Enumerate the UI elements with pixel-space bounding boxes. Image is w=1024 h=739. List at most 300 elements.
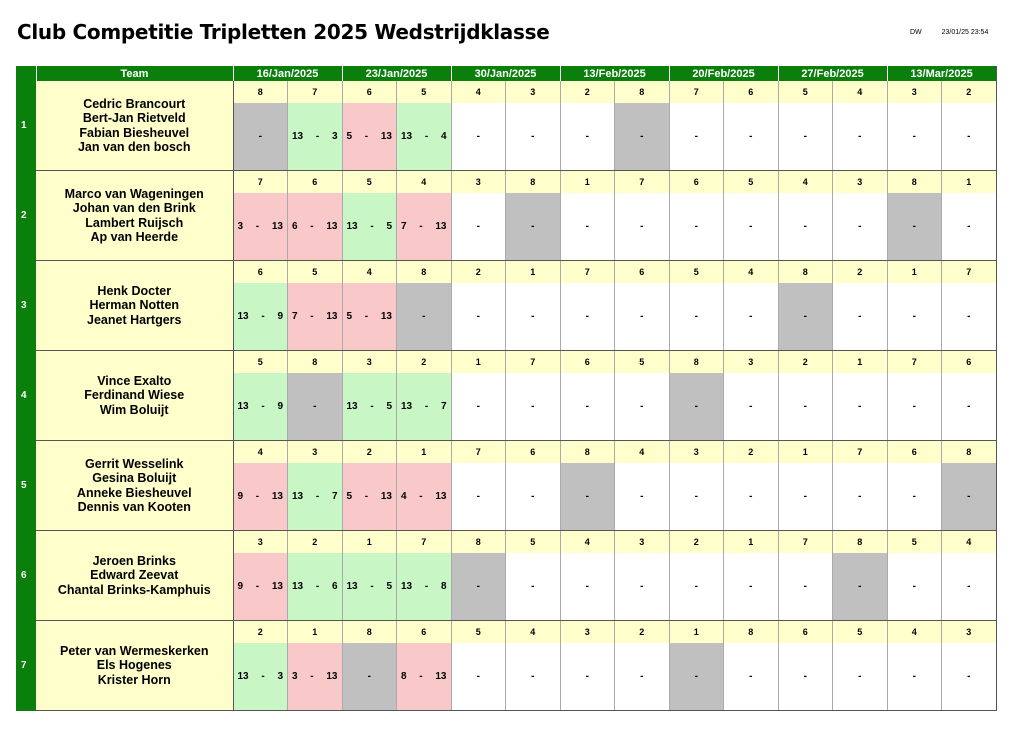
opponent-number: 1	[724, 531, 779, 554]
result-cell	[397, 193, 452, 261]
result-cell	[233, 643, 288, 711]
result-cell-empty: -	[724, 643, 779, 711]
opponent-number: 2	[778, 351, 833, 374]
result-cell	[342, 103, 397, 171]
result-cell	[233, 553, 288, 621]
result-cell-empty: -	[669, 463, 724, 531]
opponent-number: 7	[288, 81, 343, 103]
opponent-number: 4	[942, 531, 997, 554]
result-cell-empty: -	[669, 193, 724, 261]
score-own: 13	[292, 581, 304, 592]
result-cell-empty: -	[833, 643, 888, 711]
team-opponent-row	[16, 171, 996, 194]
score-separator: -	[310, 671, 314, 682]
opponent-number: 8	[560, 441, 615, 464]
score-own: 3	[292, 671, 298, 682]
team-number: 2	[16, 171, 36, 261]
opponent-number: 8	[397, 261, 452, 284]
result-cell	[233, 373, 288, 441]
result-cell-empty: -	[778, 103, 833, 171]
score-own: 5	[346, 491, 353, 502]
opponent-number: 8	[615, 81, 670, 103]
score-opponent: 7	[440, 401, 447, 412]
opponent-number: 8	[724, 621, 779, 644]
opponent-number: 3	[506, 81, 561, 103]
header-corner	[16, 66, 36, 81]
opponent-number: 5	[887, 531, 942, 554]
result-cell-empty: -	[942, 193, 997, 261]
result-cell	[233, 283, 288, 351]
team-players	[36, 261, 233, 351]
opponent-number: 8	[342, 621, 397, 644]
score	[343, 401, 397, 412]
opponent-number: 3	[451, 171, 506, 194]
score-opponent: 5	[386, 221, 392, 232]
score-opponent: 13	[326, 671, 338, 682]
score	[343, 131, 397, 142]
opponent-number: 4	[397, 171, 452, 194]
player-name: Johan van den Brink	[72, 201, 196, 215]
player-name: Dennis van Kooten	[77, 500, 191, 514]
score-opponent: 13	[271, 221, 283, 232]
opponent-number: 3	[887, 81, 942, 103]
team-opponent-row	[16, 621, 996, 644]
score-separator: -	[364, 131, 369, 142]
team-players	[36, 531, 233, 621]
opponent-number: 5	[451, 621, 506, 644]
score-own: 13	[237, 401, 249, 412]
result-cell	[397, 373, 452, 441]
opponent-number: 6	[669, 171, 724, 194]
result-cell-empty: -	[942, 643, 997, 711]
score-opponent: 3	[331, 131, 338, 142]
opponent-number: 8	[778, 261, 833, 284]
score-separator: -	[315, 131, 320, 142]
opponent-number: 7	[506, 351, 561, 374]
opponent-number: 3	[833, 171, 888, 194]
team-players	[36, 171, 233, 261]
result-cell-empty: -	[451, 103, 506, 171]
bye-cell: -	[288, 373, 343, 441]
opponent-number: 2	[615, 621, 670, 644]
opponent-number: 4	[506, 621, 561, 644]
player-name: Els Hogenes	[96, 658, 172, 673]
opponent-number: 2	[560, 81, 615, 103]
opponent-number: 1	[560, 171, 615, 194]
opponent-number: 4	[342, 261, 397, 284]
date-header: 20/Feb/2025	[669, 66, 778, 81]
opponent-number: 6	[615, 261, 670, 284]
score-own: 13	[346, 401, 358, 412]
score	[397, 401, 451, 412]
opponent-number: 2	[669, 531, 724, 554]
opponent-number: 4	[451, 81, 506, 103]
player-name: Gesina Boluijt	[92, 471, 177, 485]
score-own: 9	[237, 491, 244, 502]
print-meta	[910, 29, 1006, 36]
result-cell-empty: -	[778, 463, 833, 531]
team-opponent-row	[16, 441, 996, 464]
bye-cell: -	[833, 553, 888, 621]
score-separator: -	[424, 131, 429, 142]
result-cell-empty: -	[887, 283, 942, 351]
score-own: 9	[237, 581, 244, 592]
score-opponent: 9	[277, 401, 283, 412]
score-separator: -	[370, 221, 374, 232]
team-number: 5	[16, 441, 36, 531]
score-opponent: 4	[440, 131, 447, 142]
opponent-number: 5	[833, 621, 888, 644]
score	[288, 491, 342, 502]
opponent-number: 1	[778, 441, 833, 464]
bye-cell: -	[451, 553, 506, 621]
score	[234, 671, 288, 682]
result-cell	[397, 553, 452, 621]
score-own: 3	[237, 221, 244, 232]
result-cell-empty: -	[615, 373, 670, 441]
player-name: Jeroen Brinks	[92, 553, 176, 568]
score-own: 13	[346, 221, 358, 232]
result-cell-empty: -	[506, 643, 561, 711]
opponent-number: 5	[778, 81, 833, 103]
score-separator: -	[255, 491, 260, 502]
score-separator: -	[370, 581, 374, 592]
score-own: 13	[237, 671, 249, 682]
bye-cell: -	[342, 643, 397, 711]
score-own: 7	[401, 221, 407, 232]
result-cell-empty: -	[833, 373, 888, 441]
result-cell-empty: -	[724, 283, 779, 351]
opponent-number: 1	[506, 261, 561, 284]
player-name: Lambert Ruijsch	[85, 215, 184, 230]
opponent-number: 4	[560, 531, 615, 554]
score-opponent: 5	[386, 401, 392, 412]
score	[343, 311, 397, 322]
opponent-number: 2	[833, 261, 888, 284]
score-separator: -	[370, 401, 374, 412]
result-cell-empty: -	[615, 283, 670, 351]
player-name: Jan van den bosch	[77, 140, 191, 154]
result-cell	[288, 553, 343, 621]
team-rows	[16, 81, 996, 711]
score	[397, 221, 451, 232]
result-cell-empty: -	[560, 553, 615, 621]
opponent-number: 6	[342, 81, 397, 103]
score-opponent: 7	[331, 491, 338, 502]
date-header: 30/Jan/2025	[451, 66, 560, 81]
score-separator: -	[261, 671, 265, 682]
bye-cell: -	[233, 103, 288, 171]
team-number: 1	[16, 81, 36, 171]
team-number: 4	[16, 351, 36, 441]
opponent-number: 1	[451, 351, 506, 374]
opponent-number: 7	[451, 441, 506, 464]
opponent-number: 1	[397, 441, 452, 464]
opponent-number: 7	[887, 351, 942, 374]
opponent-number: 7	[942, 261, 997, 284]
page-title: Club Competitie Tripletten 2025 Wedstrijdklasse	[17, 20, 550, 44]
team-players	[36, 81, 233, 171]
score-own: 6	[292, 221, 298, 232]
score-separator: -	[315, 581, 320, 592]
result-cell	[397, 643, 452, 711]
opponent-number: 5	[615, 351, 670, 374]
opponent-number: 8	[288, 351, 343, 374]
score-separator: -	[315, 491, 320, 502]
result-cell-empty: -	[451, 193, 506, 261]
score-separator: -	[261, 311, 265, 322]
opponent-number: 5	[669, 261, 724, 284]
team-opponent-row	[16, 351, 996, 374]
score-opponent: 8	[440, 581, 447, 592]
bye-cell: -	[397, 283, 452, 351]
score	[343, 581, 397, 592]
result-cell-empty: -	[669, 283, 724, 351]
team-players	[36, 351, 233, 441]
print-timestamp: 23/01/25 23:54	[941, 29, 989, 36]
player-name: Vince Exalto	[97, 373, 172, 388]
player-name: Cedric Brancourt	[83, 96, 186, 111]
result-cell-empty: -	[833, 283, 888, 351]
score-own: 13	[401, 581, 413, 592]
score-separator: -	[364, 311, 369, 322]
opponent-number: 5	[342, 171, 397, 194]
date-header: 16/Jan/2025	[233, 66, 342, 81]
score	[288, 581, 342, 592]
score-own: 13	[401, 401, 413, 412]
result-cell	[342, 193, 397, 261]
bye-cell: -	[669, 373, 724, 441]
team-opponent-row	[16, 261, 996, 284]
team-number: 6	[16, 531, 36, 621]
result-cell-empty: -	[942, 553, 997, 621]
player-name: Fabian Biesheuvel	[79, 125, 190, 140]
score-opponent: 9	[277, 311, 283, 322]
opponent-number: 7	[778, 531, 833, 554]
score	[288, 311, 342, 322]
result-cell-empty: -	[669, 553, 724, 621]
date-header: 13/Feb/2025	[560, 66, 669, 81]
result-cell-empty: -	[560, 103, 615, 171]
result-cell-empty: -	[724, 553, 779, 621]
score	[397, 491, 451, 502]
result-cell-empty: -	[778, 643, 833, 711]
opponent-number: 7	[233, 171, 288, 194]
result-cell-empty: -	[724, 193, 779, 261]
opponent-number: 3	[669, 441, 724, 464]
result-cell-empty: -	[506, 373, 561, 441]
result-cell-empty: -	[615, 463, 670, 531]
opponent-number: 8	[887, 171, 942, 194]
opponent-number: 7	[669, 81, 724, 103]
opponent-number: 1	[342, 531, 397, 554]
opponent-number: 4	[724, 261, 779, 284]
opponent-number: 8	[451, 531, 506, 554]
player-name: Chantal Brinks-Kamphuis	[57, 582, 211, 597]
opponent-number: 6	[887, 441, 942, 464]
result-cell	[233, 193, 288, 261]
player-name: Bert-Jan Rietveld	[82, 111, 186, 125]
opponent-number: 2	[342, 441, 397, 464]
score-opponent: 6	[331, 581, 338, 592]
score	[234, 311, 288, 322]
bye-cell: -	[887, 193, 942, 261]
score-separator: -	[255, 581, 260, 592]
result-cell	[342, 463, 397, 531]
result-cell-empty: -	[506, 103, 561, 171]
result-cell-empty: -	[724, 373, 779, 441]
score	[288, 221, 342, 232]
opponent-number: 3	[288, 441, 343, 464]
opponent-number: 8	[833, 531, 888, 554]
bye-cell: -	[560, 463, 615, 531]
result-cell	[397, 103, 452, 171]
team-players	[36, 441, 233, 531]
bye-cell: -	[942, 463, 997, 531]
score	[234, 221, 288, 232]
score	[343, 491, 397, 502]
result-cell	[288, 643, 343, 711]
player-name: Anneke Biesheuvel	[76, 485, 192, 500]
opponent-number: 5	[506, 531, 561, 554]
bye-cell: -	[506, 193, 561, 261]
opponent-number: 2	[942, 81, 997, 103]
opponent-number: 7	[615, 171, 670, 194]
score-own: 13	[401, 131, 413, 142]
score-opponent: 13	[271, 581, 283, 592]
result-cell-empty: -	[778, 373, 833, 441]
bye-cell: -	[615, 103, 670, 171]
player-name: Jeanet Hartgers	[87, 312, 182, 327]
result-cell-empty: -	[451, 373, 506, 441]
opponent-number: 1	[288, 621, 343, 644]
score-own: 5	[346, 131, 353, 142]
result-cell	[288, 463, 343, 531]
result-cell-empty: -	[778, 193, 833, 261]
opponent-number: 4	[833, 81, 888, 103]
result-cell-empty: -	[451, 283, 506, 351]
result-cell-empty: -	[724, 103, 779, 171]
team-players	[36, 621, 233, 711]
score-separator: -	[310, 311, 314, 322]
opponent-number: 3	[233, 531, 288, 554]
result-cell	[342, 553, 397, 621]
score	[397, 131, 451, 142]
score-opponent: 13	[271, 491, 283, 502]
score-opponent: 13	[435, 221, 447, 232]
player-name: Gerrit Wesselink	[85, 456, 184, 471]
opponent-number: 5	[233, 351, 288, 374]
score	[343, 221, 397, 232]
result-cell-empty: -	[560, 193, 615, 261]
opponent-number: 2	[233, 621, 288, 644]
score	[234, 581, 288, 592]
opponent-number: 8	[506, 171, 561, 194]
result-cell-empty: -	[724, 463, 779, 531]
opponent-number: 6	[288, 171, 343, 194]
result-cell-empty: -	[833, 103, 888, 171]
result-cell-empty: -	[942, 103, 997, 171]
score-opponent: 13	[435, 671, 447, 682]
player-name: Ferdinand Wiese	[84, 388, 185, 403]
score-opponent: 13	[380, 131, 392, 142]
competition-table	[16, 66, 997, 711]
player-name: Krister Horn	[97, 672, 171, 687]
score-opponent: 3	[277, 671, 283, 682]
score-opponent: 13	[380, 491, 392, 502]
opponent-number: 6	[506, 441, 561, 464]
result-cell-empty: -	[451, 643, 506, 711]
score-opponent: 13	[435, 491, 447, 502]
player-name: Marco van Wageningen	[64, 186, 204, 201]
score-separator: -	[424, 581, 429, 592]
score-opponent: 13	[380, 311, 392, 322]
opponent-number: 1	[833, 351, 888, 374]
score-separator: -	[419, 221, 423, 232]
opponent-number: 7	[397, 531, 452, 554]
opponent-number: 1	[669, 621, 724, 644]
score-separator: -	[261, 401, 265, 412]
player-name: Edward Zeevat	[90, 568, 179, 583]
result-cell-empty: -	[778, 553, 833, 621]
result-cell-empty: -	[887, 553, 942, 621]
opponent-number: 6	[397, 621, 452, 644]
result-cell-empty: -	[942, 283, 997, 351]
date-header: 27/Feb/2025	[778, 66, 887, 81]
player-name: Ap van Heerde	[90, 230, 179, 244]
team-column-header: Team	[36, 66, 233, 81]
opponent-number: 6	[233, 261, 288, 284]
opponent-number: 4	[233, 441, 288, 464]
opponent-number: 2	[397, 351, 452, 374]
opponent-number: 8	[942, 441, 997, 464]
player-name: Henk Docter	[97, 283, 172, 298]
score-own: 5	[346, 311, 353, 322]
opponent-number: 1	[942, 171, 997, 194]
result-cell	[342, 373, 397, 441]
result-cell-empty: -	[560, 373, 615, 441]
result-cell-empty: -	[560, 283, 615, 351]
team-opponent-row	[16, 81, 996, 103]
opponent-number: 7	[560, 261, 615, 284]
player-name: Wim Boluijt	[99, 402, 169, 417]
opponent-number: 3	[942, 621, 997, 644]
opponent-number: 3	[560, 621, 615, 644]
result-cell-empty: -	[669, 103, 724, 171]
opponent-number: 1	[887, 261, 942, 284]
opponent-number: 3	[615, 531, 670, 554]
result-cell	[342, 283, 397, 351]
opponent-number: 3	[724, 351, 779, 374]
score-separator: -	[424, 401, 429, 412]
score	[234, 401, 288, 412]
score	[288, 671, 342, 682]
opponent-number: 6	[560, 351, 615, 374]
score-own: 13	[292, 131, 304, 142]
score	[234, 491, 288, 502]
result-cell-empty: -	[560, 643, 615, 711]
result-cell-empty: -	[942, 373, 997, 441]
result-cell	[288, 103, 343, 171]
result-cell-empty: -	[506, 463, 561, 531]
score	[397, 581, 451, 592]
result-cell-empty: -	[833, 463, 888, 531]
opponent-number: 5	[724, 171, 779, 194]
date-header: 23/Jan/2025	[342, 66, 451, 81]
score-own: 7	[292, 311, 298, 322]
date-header: 13/Mar/2025	[887, 66, 996, 81]
opponent-number: 4	[887, 621, 942, 644]
